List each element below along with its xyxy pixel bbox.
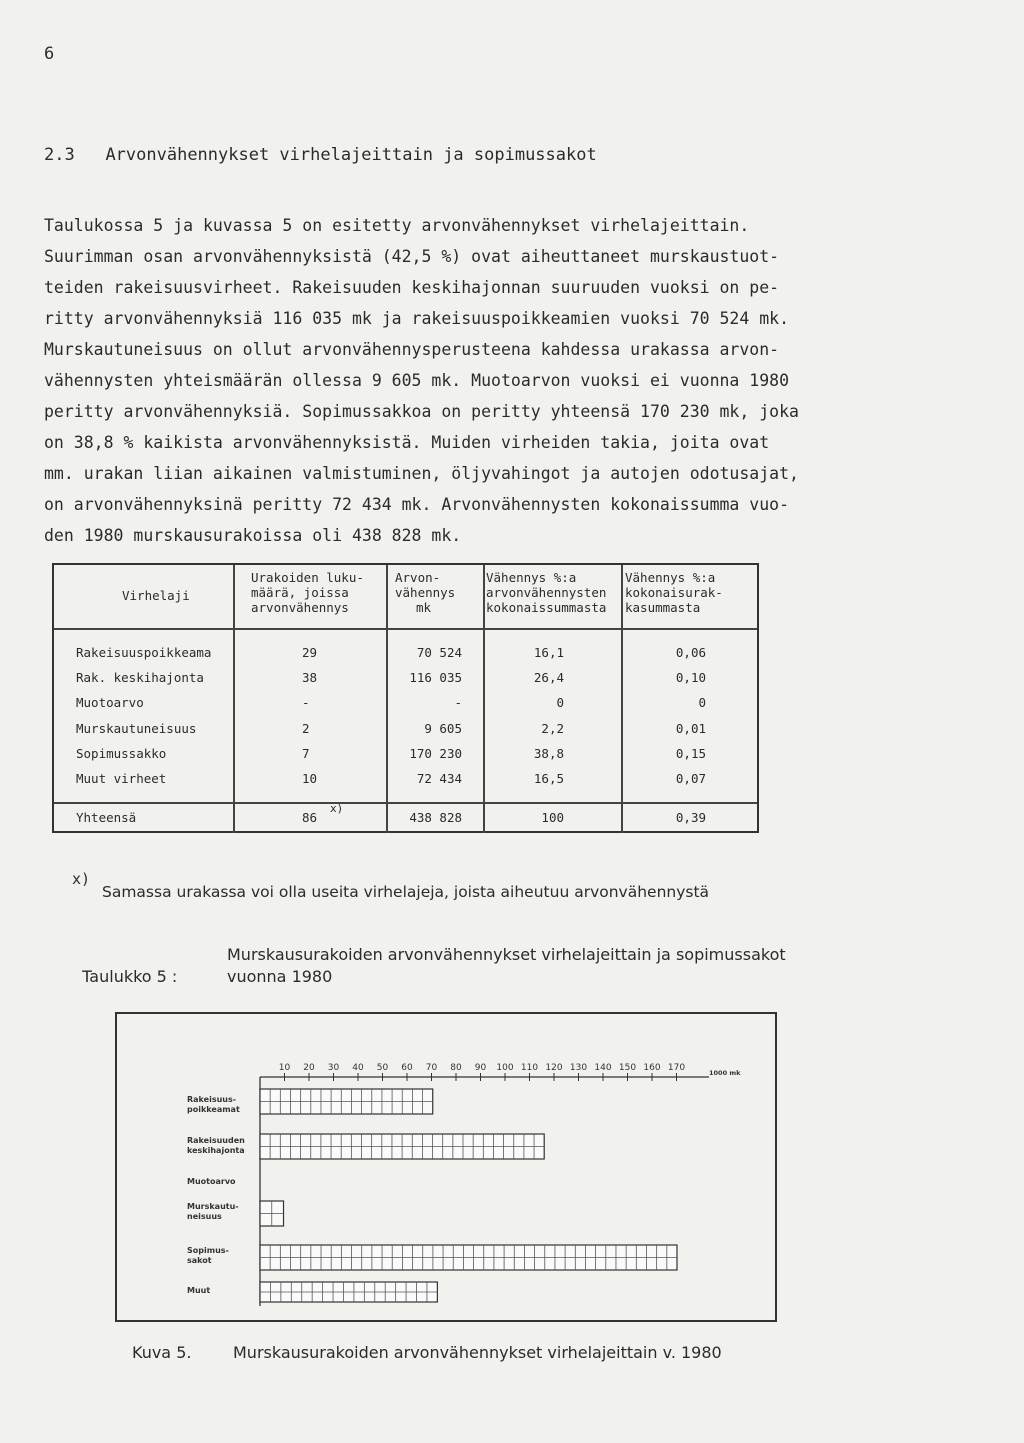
section-heading	[44, 145, 597, 165]
x-tick-label: 20	[303, 1063, 315, 1073]
table-cell: Rakeisuuspoikkeama	[76, 645, 212, 660]
table-cell: 7	[302, 746, 310, 761]
x-tick-label: 140	[594, 1063, 612, 1073]
table-caption-label: Taulukko 5 :	[82, 967, 178, 986]
table-divider	[233, 565, 235, 833]
table-cell: Rak. keskihajonta	[76, 670, 204, 685]
x-tick-label: 30	[327, 1063, 340, 1073]
y-category-label-line: poikkeamat	[187, 1105, 240, 1114]
paragraph-line: teiden rakeisuusvirheet. Rakeisuuden keskihajonnan suuruuden vuoksi on pe-	[44, 278, 780, 297]
table-cell: 170 230	[409, 746, 462, 761]
paragraph-line: vähennysten yhteismäärän ollessa 9 605 mk. Muotoarvon vuoksi ei vuonna 1980	[44, 371, 790, 390]
body-paragraph	[44, 210, 834, 551]
table-cell: 26,4	[533, 670, 564, 685]
table-cell: -	[302, 695, 310, 710]
x-tick-label: 130	[569, 1063, 588, 1073]
y-category-label-line: Rakeisuuden	[187, 1136, 245, 1145]
y-category-label-line: sakot	[187, 1256, 212, 1265]
table-divider	[483, 565, 485, 833]
paragraph-line: Suurimman osan arvonvähennyksistä (42,5 %) ovat aiheuttaneet murskaustuot-	[44, 247, 780, 266]
y-category-label-line: Murskautu-	[187, 1202, 239, 1211]
table-cell: 0	[698, 695, 706, 710]
total-footnote-mark: x)	[330, 802, 344, 815]
y-category-label	[187, 1177, 236, 1186]
table-cell: 72 434	[416, 771, 462, 786]
table-cell: 0,10	[675, 670, 706, 685]
figure-caption	[132, 1342, 722, 1364]
table-divider	[621, 565, 623, 833]
table-cell: 0,06	[675, 645, 706, 660]
x-tick-label: 110	[520, 1063, 539, 1073]
section-number: 2.3	[44, 145, 75, 165]
table-cell: 10	[302, 771, 318, 786]
x-tick-label: 80	[450, 1063, 462, 1073]
table-cell: Murskautuneisuus	[76, 721, 197, 736]
table-cell: Sopimussakko	[76, 746, 167, 761]
table-cell: 116 035	[409, 670, 462, 685]
x-tick-label: 70	[425, 1063, 438, 1073]
x-unit-label: 1000 mk	[709, 1069, 741, 1077]
table-cell: 9 605	[424, 721, 462, 736]
x-tick-label: 40	[352, 1063, 364, 1073]
paragraph-line: mm. urakan liian aikainen valmistuminen, öljyvahingot ja autojen odotusajat,	[44, 464, 799, 483]
data-table	[52, 563, 759, 833]
x-tick-label: 150	[618, 1063, 637, 1073]
paragraph-line: on 38,8 % kaikista arvonvähennyksistä. Muiden virheiden takia, joita ovat	[44, 433, 770, 452]
y-category-label	[187, 1246, 229, 1265]
table-cell: 38	[302, 670, 318, 685]
table-cell: -	[454, 695, 462, 710]
y-category-label-line: neisuus	[187, 1212, 222, 1221]
total-cell: 0,39	[675, 810, 706, 825]
table-cell: 70 524	[416, 645, 462, 660]
table-divider	[386, 565, 388, 833]
table-caption-text: Murskausurakoiden arvonvähennykset virhelajeittain ja sopimussakot vuonna 1980	[227, 945, 786, 986]
figure-caption-label: Kuva 5.	[132, 1343, 192, 1362]
table-cell: 16,5	[533, 771, 564, 786]
y-category-label	[187, 1286, 210, 1295]
page-number: 6	[44, 44, 55, 64]
x-tick-label: 100	[496, 1063, 514, 1073]
table-cell: 38,8	[533, 746, 564, 761]
paragraph-line: den 1980 murskausurakoissa oli 438 828 mk.	[44, 526, 462, 545]
paragraph-line: Murskautuneisuus on ollut arvonvähennysperusteena kahdessa urakassa arvon-	[44, 340, 780, 359]
header-vahennys-arvonvahennysten: Vähennys %:a arvonvähennysten kokonaissummasta	[486, 570, 607, 615]
x-tick-label: 120	[545, 1063, 563, 1073]
x-tick-label: 60	[401, 1063, 413, 1073]
y-category-label-line: Muut	[187, 1286, 211, 1295]
chart-frame	[115, 1012, 777, 1322]
header-arvonvahennys: Arvon- vähennys mk	[395, 570, 456, 615]
x-tick-label: 50	[376, 1063, 389, 1073]
figure-caption-text: Murskausurakoiden arvonvähennykset virhelajeittain v. 1980	[233, 1343, 722, 1362]
y-category-label-line: Sopimus-	[187, 1246, 229, 1255]
x-tick-label: 90	[474, 1063, 487, 1073]
paragraph-line: ritty arvonvähennyksiä 116 035 mk ja rakeisuuspoikkeamien vuoksi 70 524 mk.	[44, 309, 790, 328]
x-tick-label: 170	[667, 1063, 686, 1073]
total-cell: 86	[302, 810, 318, 825]
table-caption	[72, 944, 786, 1010]
table-cell: 2	[302, 721, 310, 736]
y-category-label	[187, 1136, 245, 1155]
header-urakoiden-lukumaara: Urakoiden luku- määrä, joissa arvonvähennys	[251, 570, 364, 615]
total-cell: Yhteensä	[76, 810, 137, 825]
section-title: Arvonvähennykset virhelajeittain ja sopimussakot	[105, 145, 597, 165]
x-tick-label: 160	[643, 1063, 661, 1073]
y-category-label-line: keskihajonta	[187, 1146, 245, 1155]
total-cell: 100	[541, 810, 564, 825]
table-cell: 0,15	[675, 746, 706, 761]
table-cell: 0,01	[675, 721, 706, 736]
footnote-mark: x)	[72, 870, 91, 888]
footnote-text: Samassa urakassa voi olla useita virhelajeja, joista aiheutuu arvonvähennystä	[102, 883, 710, 901]
y-category-label	[187, 1095, 240, 1114]
table-cell: 2,2	[541, 721, 564, 736]
table-cell: 0	[556, 695, 564, 710]
paragraph-line: peritty arvonvähennyksiä. Sopimussakkoa on peritty yhteensä 170 230 mk, joka	[44, 402, 799, 421]
table-divider	[54, 628, 757, 630]
header-virhelaji: Virhelaji	[122, 588, 190, 603]
x-tick-label: 10	[278, 1063, 291, 1073]
y-category-label	[187, 1202, 239, 1221]
bar-chart	[117, 1014, 775, 1320]
y-category-label-line: Rakeisuus-	[187, 1095, 237, 1104]
total-cell: 438 828	[409, 810, 462, 825]
table-cell: 0,07	[675, 771, 706, 786]
table-cell: Muotoarvo	[76, 695, 144, 710]
table-cell: Muut virheet	[76, 771, 167, 786]
table-cell: 29	[302, 645, 318, 660]
paragraph-line: on arvonvähennyksinä peritty 72 434 mk. Arvonvähennysten kokonaissumma vuo-	[44, 495, 790, 514]
header-vahennys-kokonaisurakkasummasta: Vähennys %:a kokonaisurak- kasummasta	[625, 570, 723, 615]
table-cell: 16,1	[533, 645, 564, 660]
table-divider	[54, 802, 757, 804]
y-category-label-line: Muotoarvo	[187, 1177, 236, 1186]
paragraph-line: Taulukossa 5 ja kuvassa 5 on esitetty arvonvähennykset virhelajeittain.	[44, 216, 750, 235]
